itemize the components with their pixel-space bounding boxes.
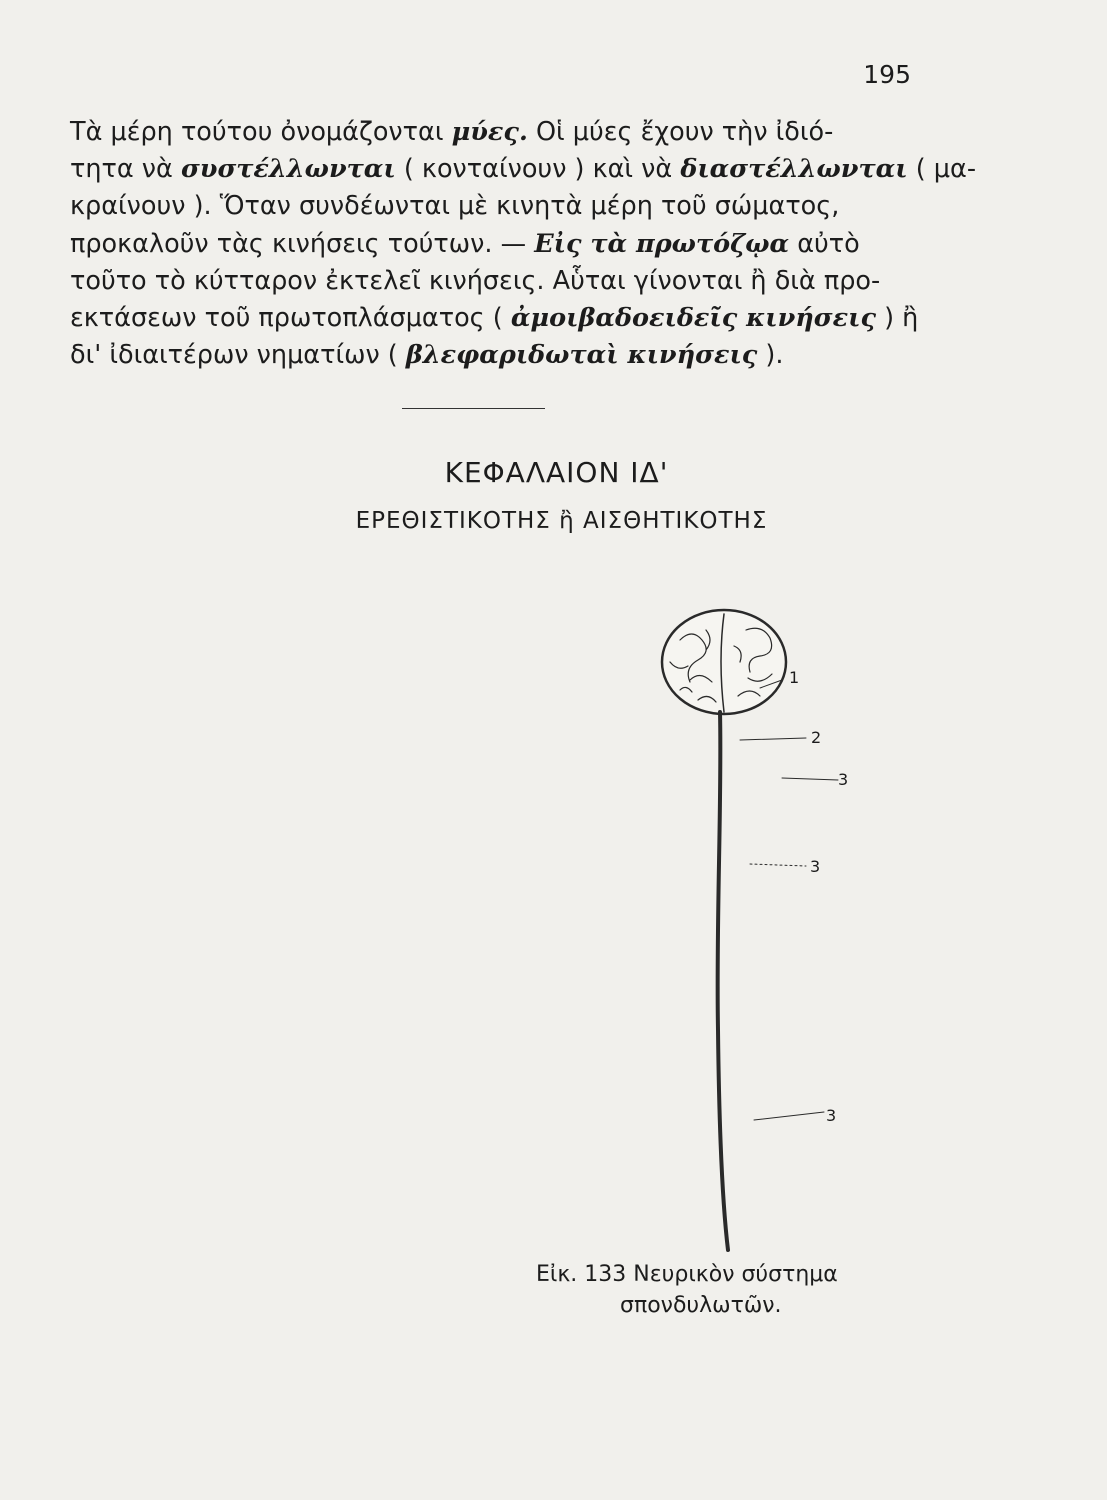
text-segment: διαστέλλωνται: [680, 154, 908, 185]
text-segment: βλεφαριδωταὶ κινήσεις: [405, 340, 758, 371]
text-segment: προκαλοῦν τὰς κινήσεις τούτων. —: [70, 228, 535, 259]
brain-drawing: [662, 610, 786, 714]
figure-caption-line2: σπονδυλωτῶν.: [620, 1293, 782, 1318]
figure-caption-line1: Εἰκ. 133 Νευρικὸν σύστημα: [536, 1262, 838, 1287]
text-segment: ( μα-: [907, 154, 977, 185]
top-paragraph-line: [70, 300, 918, 336]
text-segment: ) ἢ: [875, 303, 919, 333]
top-paragraph-line: [70, 226, 860, 262]
text-segment: τητα νὰ: [70, 154, 181, 185]
top-paragraph-line: [70, 188, 839, 224]
text-segment: αὐτὸ: [789, 228, 860, 259]
top-paragraph-line: [70, 337, 783, 373]
text-segment: κραίνουν ). Ὅταν συνδέωνται μὲ κινητὰ μέρη τοῦ σώματος,: [70, 191, 840, 222]
nervous-system-illustration: [520, 600, 880, 1270]
text-segment: εκτάσεων τοῦ πρωτοπλάσματος (: [70, 303, 511, 333]
text-segment: Τὰ μέρη τούτου ὀνομάζονται: [70, 117, 452, 147]
figure-label-3a: 3: [838, 770, 849, 789]
text-segment: ).: [757, 340, 784, 371]
top-paragraph-line: [70, 151, 976, 187]
text-segment: μύες.: [451, 117, 528, 147]
spinal-cord-drawing: [718, 712, 728, 1250]
text-segment: Εἰς τὰ πρωτόζῳα: [534, 228, 790, 259]
text-segment: δι' ἰδιαιτέρων νηματίων (: [70, 340, 406, 371]
top-paragraph-line: [70, 114, 833, 150]
text-segment: ἀμοιβαδοειδεῖς κινήσεις: [510, 303, 876, 333]
text-segment: τοῦτο τὸ κύτταρον ἐκτελεῖ κινήσεις. Αὗται γίνονται ἢ διὰ προ-: [70, 265, 881, 296]
text-segment: Οἱ μύες ἔχουν τὴν ἰδιό-: [527, 117, 834, 147]
text-segment: συστέλλωνται: [180, 154, 396, 185]
chapter-title: ΚΕΦΑΛΑΙΟΝ ΙΔ': [444, 456, 669, 489]
page-number: 195: [863, 60, 911, 89]
section-title: ΕΡΕΘΙΣΤΙΚΟΤΗΣ ἢ ΑΙΣΘΗΤΙΚΟΤΗΣ: [355, 508, 768, 534]
figure-label-2: 2: [811, 728, 822, 747]
top-paragraph-line: [70, 263, 880, 299]
figure-label-3b: 3: [810, 857, 821, 876]
figure-label-3c: 3: [826, 1106, 837, 1125]
text-segment: ( κονταίνουν ) καὶ νὰ: [395, 154, 681, 185]
figure-label-1: 1: [789, 668, 800, 687]
section-divider: [402, 408, 545, 409]
